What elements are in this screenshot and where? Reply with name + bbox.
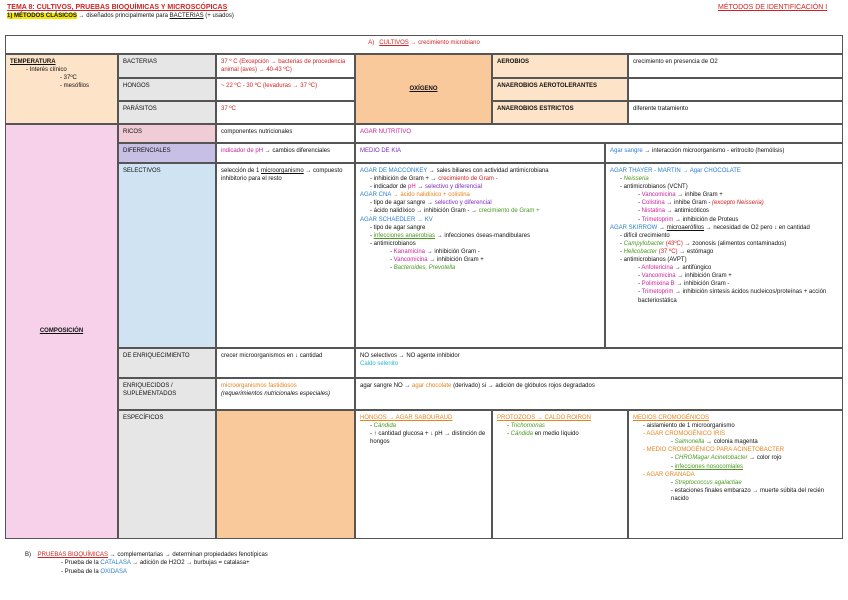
oxi-row-estrictos-name: ANAEROBIOS ESTRICTOS: [492, 101, 628, 124]
composicion-title: COMPOSICIÓN: [39, 328, 84, 335]
composicion-header: [5, 124, 118, 539]
temperatura-title: TEMPERATURA: [10, 59, 56, 65]
oxi-row-aerobios-value: crecimiento en presencia de O2: [628, 54, 843, 78]
temp-row-hongos-value: ~ 22 ºC - 30 ºC (levaduras → 37 ºC): [216, 78, 355, 101]
sk-polimixina: - Polimixina B → inhibición Gram -: [638, 280, 838, 288]
oxi-row-aerotolerantes-name: ANAEROBIOS AEROTOLERANTES: [492, 78, 628, 101]
selectivos-name: SELECTIVOS: [118, 163, 216, 348]
hongos-candida: - Cándida: [370, 422, 487, 430]
tm-vancomicina: - Vancomicina → inhibe Gram +: [638, 191, 838, 199]
especificos-desc: [216, 410, 355, 539]
selectivos-desc: selección de 1 microorganismo → compuesto inhibitorio para el resto: [216, 163, 355, 348]
sk-dificil: - difícil crecimiento: [620, 232, 838, 240]
section-a-label: A): [368, 40, 375, 46]
especificos-hongos: [355, 410, 492, 539]
subtitle-end: (+ usados): [203, 13, 234, 19]
oxi-row-estrictos-value: diferente tratamiento: [628, 101, 843, 124]
sk-anfotericina: - Anfotericina → antifúngico: [638, 264, 838, 272]
temperatura-header: [5, 54, 118, 124]
ricos-name: RICOS: [118, 124, 216, 143]
cultivos-banner: [5, 35, 843, 54]
temp-37: - 37ºC: [60, 75, 77, 82]
crom-granada: - AGAR GRANADA: [643, 471, 838, 479]
sk-antimicrobianos: - antimicrobianos (AVPT): [620, 256, 838, 264]
temp-row-bacterias-value: 37 º C (Excepción → bacterias de procedencia animal (aves) → 40-43 ºC): [216, 54, 355, 78]
oxi-row-aerotolerantes-value: [628, 78, 843, 101]
enriquecimiento-name: DE ENRIQUECIMIENTO: [118, 348, 216, 378]
mac-item-2: - indicador de pH → selectivo y diferencial: [370, 183, 600, 191]
topic-title: TEMA 8: CULTIVOS, PRUEBAS BIOQUÍMICAS Y MICROSCÓPICAS: [7, 4, 228, 11]
sch-item-2: - infecciones anaerobias → infecciones óseas-mandibulares: [370, 232, 600, 240]
caldo-selenito: Caldo selenito: [360, 361, 399, 368]
sk-helicobacter: - Helicobacter (37 ºC) → estómago: [620, 248, 838, 256]
mac-item-1: - inhibición de Gram + → crecimiento de Gram -: [370, 175, 600, 183]
oxigeno-header: [355, 54, 492, 124]
crom-aislamiento: - aislamiento de 1 microorganismo: [643, 422, 838, 430]
especificos-protozoos: [492, 410, 628, 539]
interes-clinico: - Interés clínico: [26, 67, 67, 74]
sk-campylobacter: - Campylobacter (43ºC) → zoonosis (alimentos contaminados): [620, 240, 838, 248]
subtitle-link: BACTERIAS: [169, 13, 204, 19]
crom-iris: - AGAR CROMOGÉNICO IRIS: [643, 430, 838, 438]
sk-vancomicina: - Vancomicina → inhibición Gram +: [638, 272, 838, 280]
enriquecidos-name: ENRIQUECIDOS / SUPLEMENTADOS: [118, 378, 216, 410]
crom-estaciones: - estaciones finales embarazo → muerte súbita del recién nacido: [671, 487, 838, 503]
selectivos-agars-left: [355, 163, 605, 348]
pruebas-bioquimicas: [25, 551, 268, 576]
prueba-catalasa: - Prueba de la CATALASA → adición de H2O2 → burbujas = catalasa+: [61, 559, 268, 567]
section-a-title: CULTIVOS: [379, 40, 409, 46]
section-a-rest: → crecimiento microbiano: [408, 40, 480, 46]
ricos-desc: componentes nutricionales: [216, 124, 355, 143]
sch-item-3: - antimicrobianos: [370, 240, 600, 248]
cna-item-1: - tipo de agar sangre → selectivo y diferencial: [370, 199, 600, 207]
no-selectivos: NO selectivos → NO agente inhibidor: [360, 353, 460, 359]
especificos-cromogenicos: [628, 410, 843, 539]
selectivos-agars-right: [605, 163, 843, 348]
enriquecidos-detail: agar sangre NO → agar chocolate (derivado) si → adición de glóbulos rojos degradados: [355, 378, 843, 410]
tm-trimetoprim: - Trimetoprim → inhibición de Proteus: [638, 216, 838, 224]
enriquecidos-desc: microorganismos fastidiosos (requerimientos nutricionales especiales): [216, 378, 355, 410]
oxi-row-aerobios-name: AEROBIOS: [492, 54, 628, 78]
subtitle-text: → diseñados principalmente para: [76, 13, 170, 19]
section-title-right: MÉTODOS DE IDENTIFICACIÓN I: [718, 4, 828, 11]
tm-nistatina: - Nistatina → antimicóticos: [638, 207, 838, 215]
enriquecimiento-desc: crecer microorganismos en ↓ cantidad: [216, 348, 355, 378]
crom-acinetobacter: - MEDIO CROMOGÉNICO PARA ACINETOBACTER: [643, 446, 838, 454]
sk-trimetoprim: - Trimetoprim → inhibición síntesis ácidos nucleicos/proteínas + acción bacteriostática: [638, 288, 838, 304]
agar-skirrow: AGAR SKIRROW → microaerófilos → necesidad de O2 pero ↓ en cantidad: [610, 224, 810, 231]
subtitle-highlight: 1) MÉTODOS CLÁSICOS: [7, 13, 77, 19]
sch-item-1: - tipo de agar sangre: [370, 224, 600, 232]
temp-row-parasitos-name: PARÁSITOS: [118, 101, 216, 124]
tm-antimicrobianos: - antimicrobianos (VCNT): [620, 183, 838, 191]
proto-trichomonas: - Trichomonas: [507, 422, 623, 430]
mesofilos: - mesófilos: [60, 83, 90, 90]
crom-streptococcus: - Streptococcus agalactiae: [671, 479, 838, 487]
subtitle: [7, 13, 234, 19]
hongos-title: HONGOS → AGAR SABOURAUD: [360, 415, 453, 421]
diferenciales-name: DIFERENCIALES: [118, 143, 216, 163]
protozoos-title: PROTOZOOS → CALDO ROIRON: [497, 415, 591, 421]
agar-thayer-martin: AGAR THAYER - MARTIN → Agar CHOCOLATE: [610, 168, 741, 174]
tm-colistina: - Colistina → inhibe Gram - (excepto Neisseria): [638, 199, 838, 207]
hongos-glucosa: - ↑ cantidad glucosa + ↓ pH → distinción de hongos: [370, 430, 487, 446]
section-b-header: B) PRUEBAS BIOQUÍMICAS → complementarias → determinan propiedades fenotípicas: [25, 552, 268, 558]
crom-chromagar: - CHROMagar Acinetobacter → color rojo: [671, 454, 838, 462]
agar-cna: AGAR CNA → ácido nalidíxico + colistina: [360, 192, 470, 199]
especificos-name: ESPECÍFICOS: [118, 410, 216, 539]
sch-kanamicina: - Kanamicina → inhibición Gram -: [390, 248, 600, 256]
ricos-agar: AGAR NUTRITIVO: [355, 124, 843, 143]
sch-vancomicina: - Vancomicina → inhibición Gram +: [390, 256, 600, 264]
temp-row-bacterias-name: BACTERIAS: [118, 54, 216, 78]
crom-nosocomiales: - infecciones nosocomiales: [671, 463, 838, 471]
medio-kia: MEDIO DE KIA: [355, 143, 605, 163]
prueba-oxidasa: - Prueba de la OXIDASA: [61, 568, 268, 576]
agar-schaedler: AGAR SCHAEDLER → KV: [360, 216, 433, 223]
crom-salmonella: - Salmonella → colonia magenta: [671, 438, 838, 446]
oxigeno-title: OXÍGENO: [409, 85, 438, 92]
proto-candida: - Cándida en medio líquido: [507, 430, 623, 438]
temp-row-hongos-name: HONGOS: [118, 78, 216, 101]
cna-item-2: - ácido nalidíxico → inhibición Gram - → crecimiento de Gram +: [370, 207, 600, 215]
diferenciales-desc: indicador de pH → cambios diferenciales: [216, 143, 355, 163]
tm-neisseria: - Neisseria: [620, 175, 838, 183]
cromogenicos-title: MEDIOS CROMOGÉNICOS: [633, 415, 710, 421]
agar-macconkey: AGAR DE MACCONKEY → sales biliares con actividad antimicrobiana: [360, 168, 549, 174]
temp-row-parasitos-value: 37 ºC: [216, 101, 355, 124]
agar-sangre-hemolisis: Agar sangre → interacción microorganismo - eritrocito (hemólisis): [605, 143, 843, 163]
sch-bacteroides: - Bacteroides, Prevotella: [390, 264, 600, 272]
enriquecimiento-detail: [355, 348, 843, 378]
